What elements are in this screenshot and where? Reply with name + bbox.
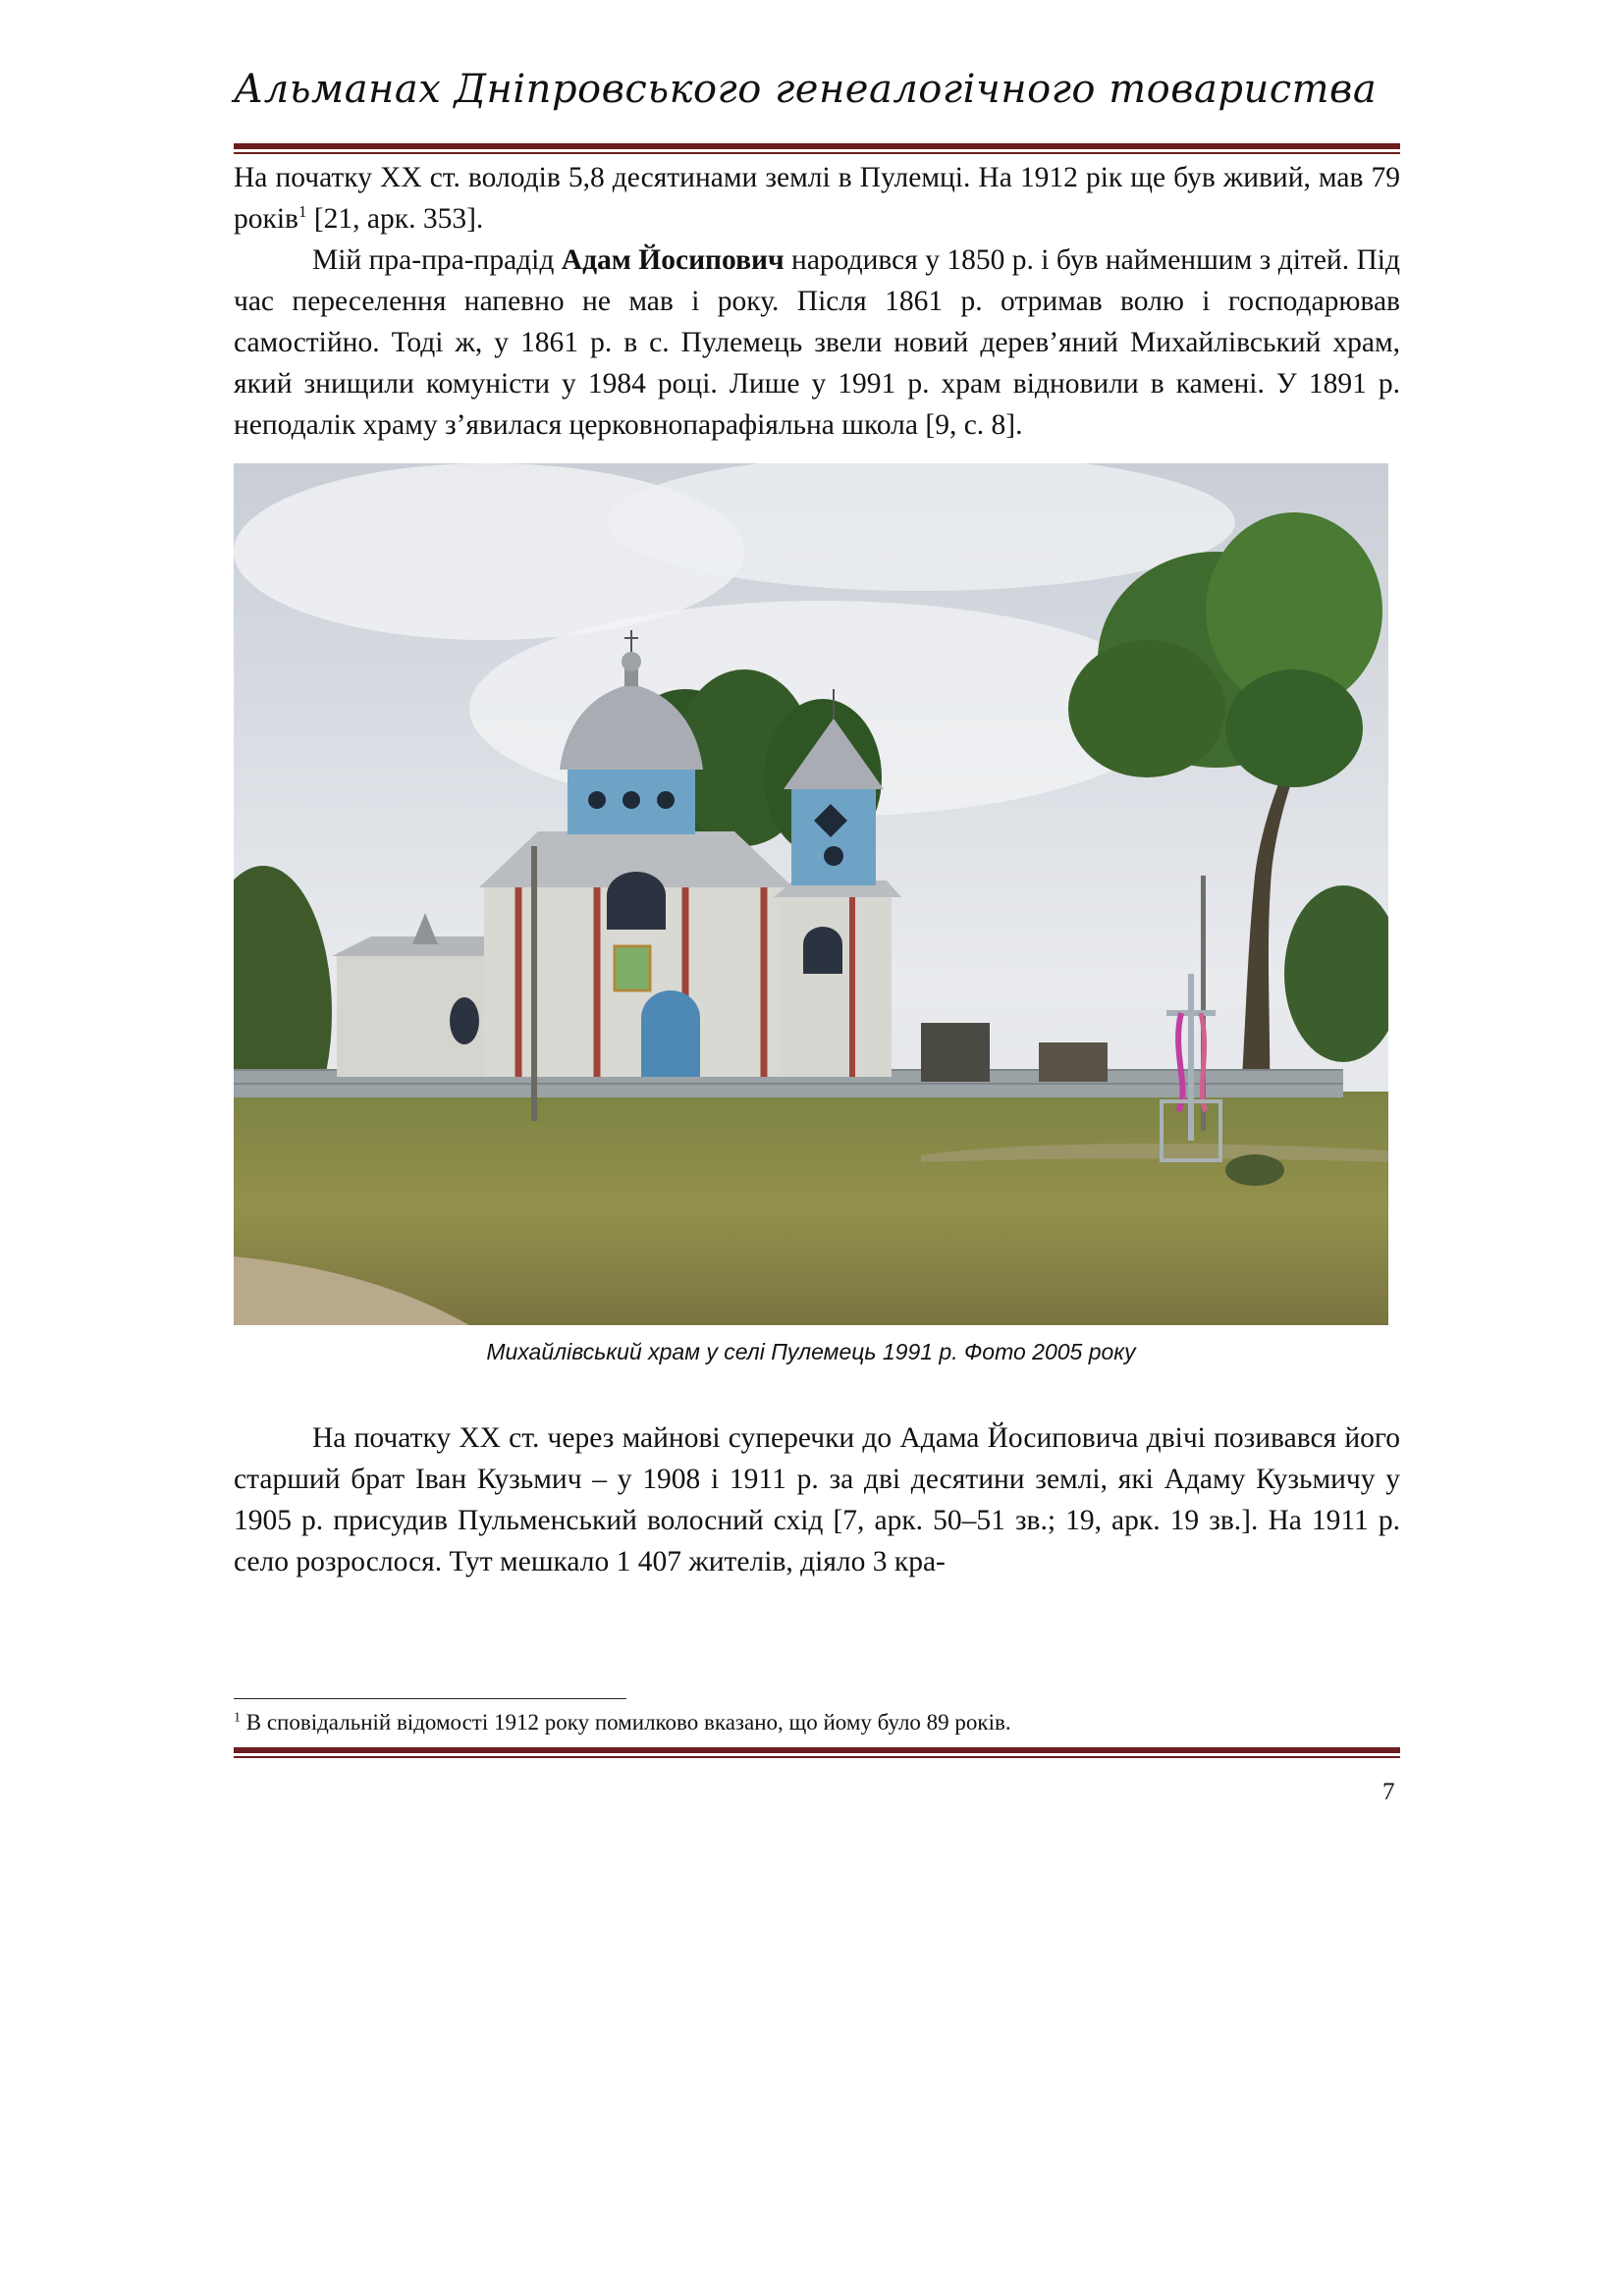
header-rule xyxy=(234,143,1400,154)
person-name-bold: Адам Йосипович xyxy=(561,244,785,276)
photo-caption: Михайлівський храм у селі Пулемець 1991 р. Фото 2005 року xyxy=(486,1339,1136,1364)
running-header-title: Альманах Дніпровського генеалогічного товариства xyxy=(234,67,1378,112)
paragraph-2: Мій пра-пра-прадід Адам Йосипович народився у 1850 р. і був найменшим з дітей. Під час переселення напевно не мав і року. Після 1861 р. отримав волю і господарював самостійно. Тоді ж, у 1861 р. в с. Пулемець звели новий дерев’яний Михайлівський храм, який знищили комуністи у 1984 році. Лише у 1991 р. храм відновили в камені. У 1891 р. неподалік храму з’явилася церковнопарафіяльна школа [9, с. 8]. xyxy=(234,244,1400,441)
body-text-bottom xyxy=(234,1417,1400,1582)
body-text-top xyxy=(234,157,1400,446)
footnote-ref[interactable]: 1 xyxy=(298,202,307,222)
footnote xyxy=(234,1710,1011,1735)
footnote-separator xyxy=(234,1698,626,1699)
footnote-text: В сповідальній відомості 1912 року помилково вказано, що йому було 89 років. xyxy=(241,1710,1011,1735)
footnote-marker: 1 xyxy=(234,1710,241,1726)
paragraph-3: На початку XX ст. через майнові суперечки до Адама Йосиповича двічі позивався його старший брат Іван Кузьмич – у 1908 і 1911 р. за дві десятини землі, які Адаму Кузьмичу у 1905 р. присудив Пульменський волосний схід [7, арк. 50–51 зв.; 19, арк. 19 зв.]. На 1911 р. село розрослося. Тут мешкало 1 407 жителів, діяло 3 кра- xyxy=(234,1422,1400,1577)
church-photo xyxy=(234,463,1388,1325)
paragraph-1: На початку XX ст. володів 5,8 десятинами землі в Пулемці. На 1912 рік ще був живий, мав 79 років$^1$ [21, арк. 353]. xyxy=(234,162,1400,235)
page-number: 7 xyxy=(1382,1779,1395,1805)
footer-rule xyxy=(234,1747,1400,1758)
